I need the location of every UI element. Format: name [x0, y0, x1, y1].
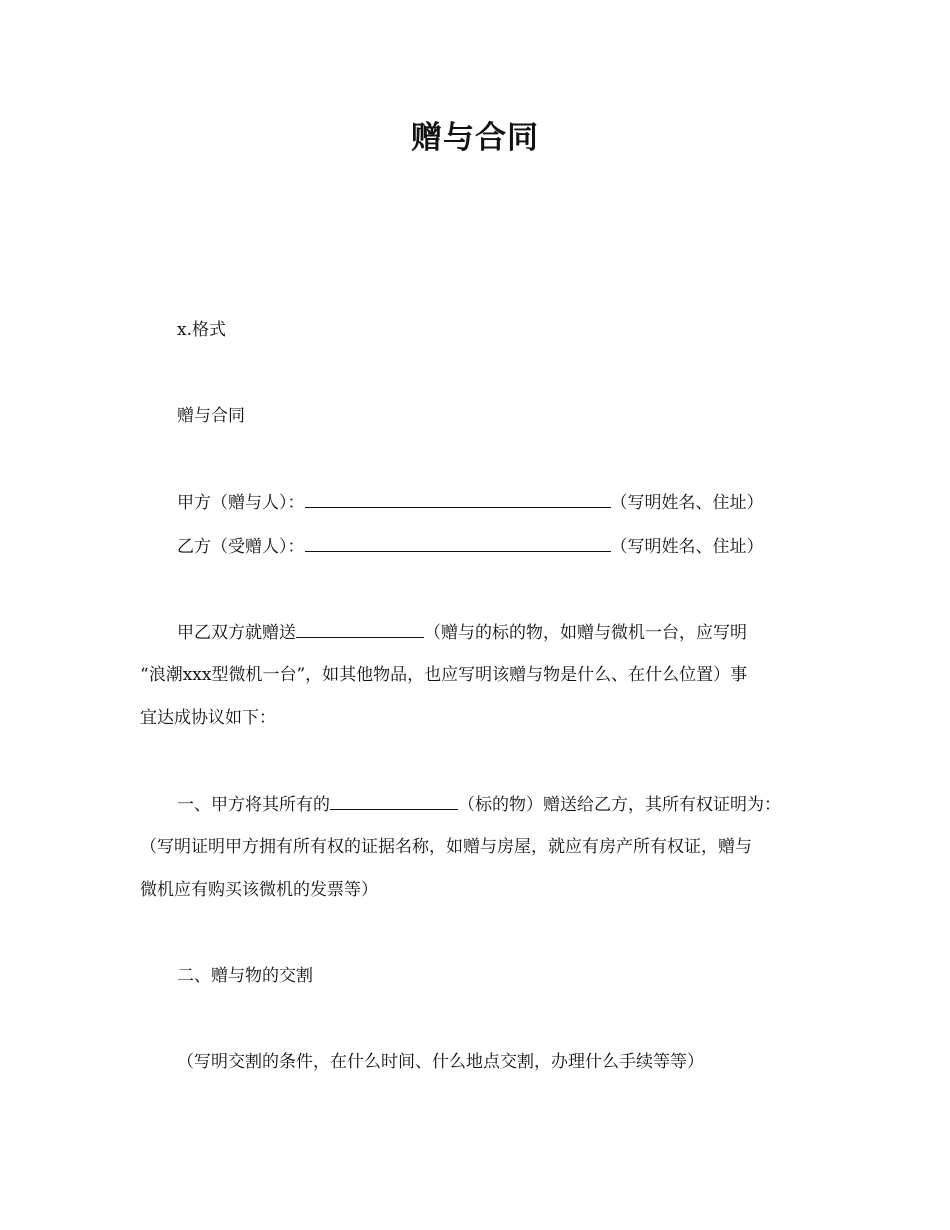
party-b-note: （写明姓名、住址） — [610, 537, 764, 557]
party-a-label: 甲方（赠与人）： — [177, 493, 305, 513]
clause-1-line-2: （写明证明甲方拥有所有权的证据名称，如赠与房屋，就应有房产所有权证，赠与 — [140, 837, 752, 857]
document-title: 赠与合同 — [411, 120, 539, 156]
clause-1-suffix: （标的物）赠送给乙方，其所有权证明为： — [458, 795, 781, 815]
party-a-note: （写明姓名、住址） — [610, 493, 764, 513]
clause-1-prefix: 一、甲方将其所有的 — [177, 795, 330, 815]
party-b-label: 乙方（受赠人）： — [177, 537, 305, 557]
party-b-blank[interactable] — [305, 534, 611, 552]
intro-line-3: 宜达成协议如下： — [140, 708, 276, 728]
intro-line-2: “浪潮xxx型微机一台”，如其他物品，也应写明该赠与物是什么、在什么位置）事 — [140, 665, 748, 685]
subject-matter-blank[interactable] — [330, 792, 458, 810]
intro-prefix: 甲乙双方就赠送 — [177, 623, 296, 643]
party-a-blank[interactable] — [305, 490, 611, 508]
party-b-row — [177, 534, 764, 559]
clause-1-line-3: 微机应有购买该微机的发票等） — [140, 880, 378, 900]
intro-suffix: （赠与的标的物，如赠与微机一台，应写明 — [424, 623, 747, 643]
party-a-row — [177, 490, 764, 515]
gift-item-blank[interactable] — [296, 620, 424, 638]
clause-2-heading: 二、赠与物的交割 — [177, 966, 313, 986]
section-label: x.格式 — [177, 320, 226, 340]
clause-2-note: （写明交割的条件，在什么时间、什么地点交割，办理什么手续等等） — [177, 1052, 704, 1072]
clause-1-line-1 — [177, 792, 781, 817]
contract-subtitle: 赠与合同 — [177, 406, 245, 426]
intro-line-1 — [177, 620, 747, 645]
